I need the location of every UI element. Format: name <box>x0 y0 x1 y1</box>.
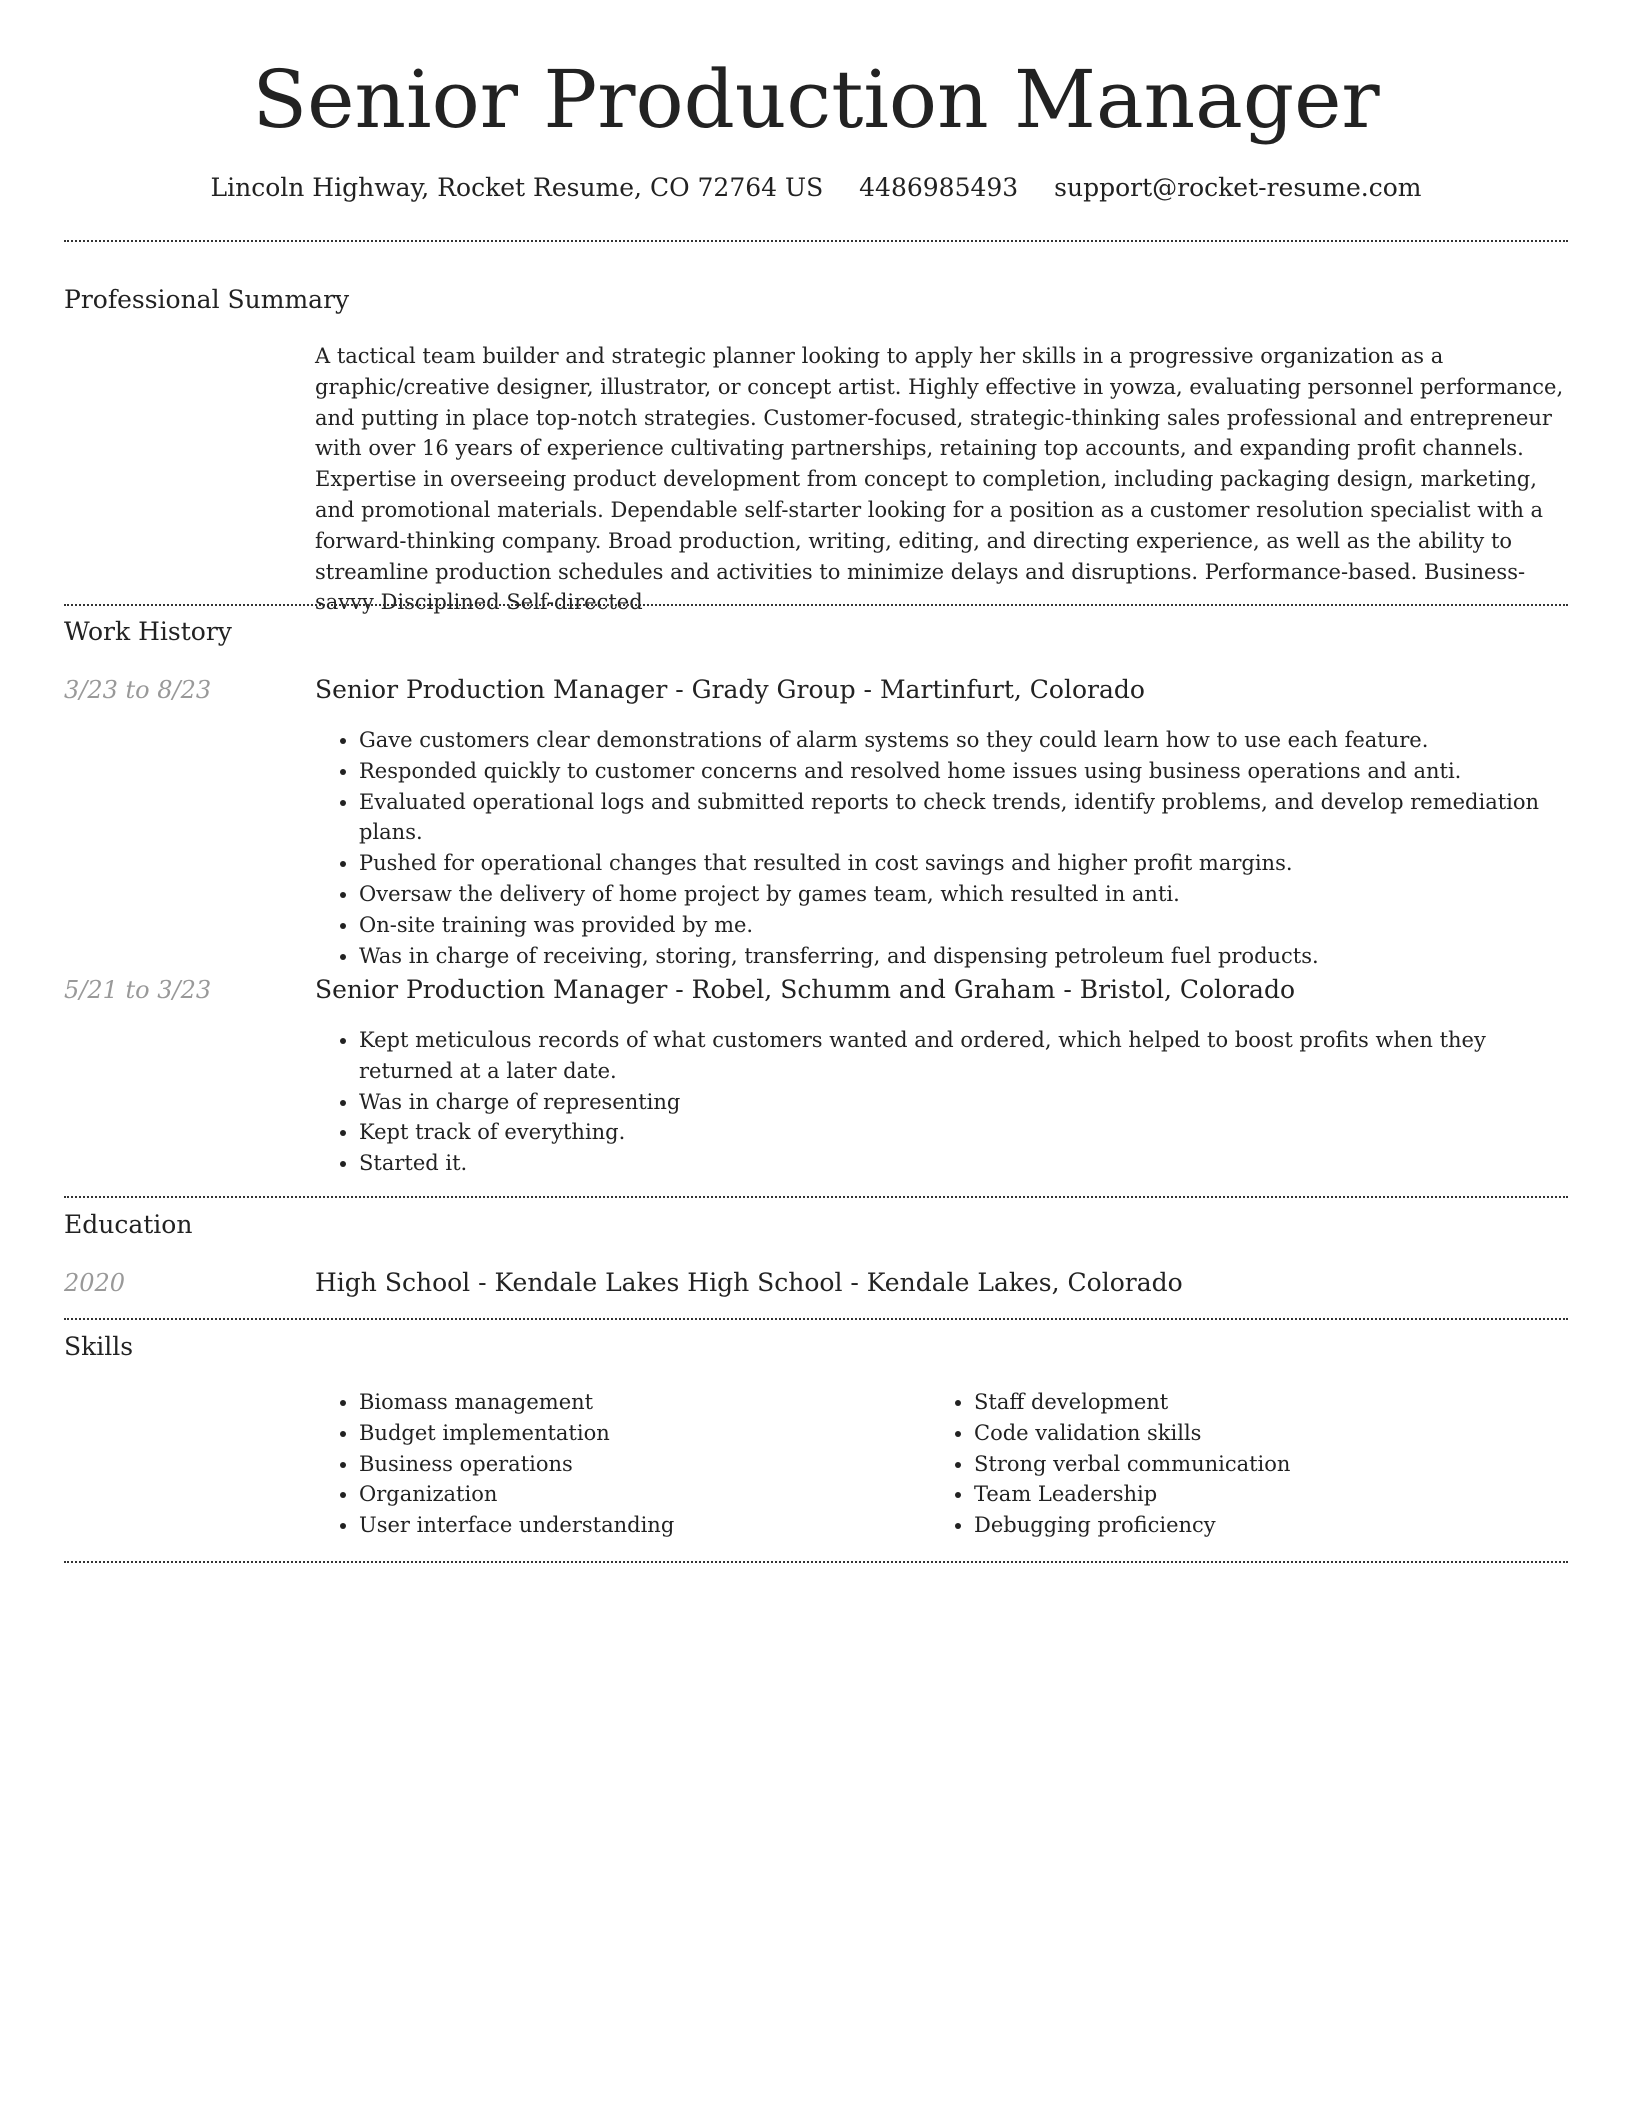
contact-address: Lincoln Highway, Rocket Resume, CO 72764 US <box>210 173 824 202</box>
summary-section-title: Professional Summary <box>64 285 350 314</box>
skill-item: • Code validation skills <box>974 1418 1530 1449</box>
skill-item: • Business operations <box>359 1449 915 1480</box>
skill-item: • User interface understanding <box>359 1510 915 1541</box>
job-bullet: • On-site training was provided by me. <box>359 910 1568 941</box>
skill-item: • Team Leadership <box>974 1479 1530 1510</box>
job-bullet: • Gave customers clear demonstrations of alarm systems so they could learn how to use each feature. <box>359 725 1568 756</box>
skill-item: • Organization <box>359 1479 915 1510</box>
job-bullet: • Oversaw the delivery of home project by games team, which resulted in anti. <box>359 879 1568 910</box>
job-bullets <box>315 1025 1568 1179</box>
resume-name: Senior Production Manager <box>252 53 1380 146</box>
section-divider <box>64 604 1568 606</box>
skill-item: • Strong verbal communication <box>974 1449 1530 1480</box>
job-dates: 3/23 to 8/23 <box>64 676 212 704</box>
work-section-title: Work History <box>64 617 232 646</box>
education-year: 2020 <box>64 1269 126 1297</box>
education-heading: High School - Kendale Lakes High School - Kendale Lakes, Colorado <box>315 1268 1183 1297</box>
job-bullet: • Started it. <box>359 1148 1568 1179</box>
section-divider <box>64 1318 1568 1320</box>
skills-list-left <box>315 1387 915 1541</box>
job-bullet: • Kept track of everything. <box>359 1117 1568 1148</box>
job-bullet: • Pushed for operational changes that resulted in cost savings and higher profit margins. <box>359 848 1568 879</box>
job-heading: Senior Production Manager - Grady Group - Martinfurt, Colorado <box>315 675 1145 704</box>
job-dates: 5/21 to 3/23 <box>64 976 212 1004</box>
skills-list-right <box>930 1387 1530 1541</box>
skills-section-title: Skills <box>64 1332 134 1361</box>
section-divider <box>64 1561 1568 1563</box>
contact-line <box>64 170 1568 206</box>
contact-phone: 4486985493 <box>859 173 1019 202</box>
skill-item: • Staff development <box>974 1387 1530 1418</box>
job-bullet: • Was in charge of receiving, storing, transferring, and dispensing petroleum fuel products. <box>359 941 1568 972</box>
job-bullet: • Responded quickly to customer concerns and resolved home issues using business operations and anti. <box>359 756 1568 787</box>
skill-item: • Budget implementation <box>359 1418 915 1449</box>
section-divider <box>64 240 1568 242</box>
summary-text: A tactical team builder and strategic planner looking to apply her skills in a progressive organization as a graphic/creative designer, illustrator, or concept artist. Highly effective in yowza, evaluating personnel performance, and putting in place top-notch strategies. Customer-focused, strategic-thinking sales professional and entrepreneur with over 16 years of experience cultivating partnerships, retaining top accounts, and expanding profit channels. Expertise in overseeing product development from concept to completion, including packaging design, marketing, and promotional materials. Dependable self-starter looking for a position as a customer resolution specialist with a forward-thinking company. Broad production, writing, editing, and directing experience, as well as the ability to streamline production schedules and activities to minimize delays and disruptions. Performance-based. Business-savvy Disciplined Self-directed <box>315 344 1564 615</box>
job-bullet: • Kept meticulous records of what customers wanted and ordered, which helped to boost profits when they returned at a later date. <box>359 1025 1568 1087</box>
contact-email: support@rocket-resume.com <box>1054 173 1422 202</box>
education-section-title: Education <box>64 1210 193 1239</box>
skill-item: • Debugging proficiency <box>974 1510 1530 1541</box>
job-bullet: • Was in charge of representing <box>359 1087 1568 1118</box>
section-divider <box>64 1196 1568 1198</box>
job-bullets <box>315 725 1568 971</box>
skill-item: • Biomass management <box>359 1387 915 1418</box>
job-bullet: • Evaluated operational logs and submitted reports to check trends, identify problems, and develop remediation plans. <box>359 787 1568 849</box>
job-heading: Senior Production Manager - Robel, Schumm and Graham - Bristol, Colorado <box>315 975 1295 1004</box>
